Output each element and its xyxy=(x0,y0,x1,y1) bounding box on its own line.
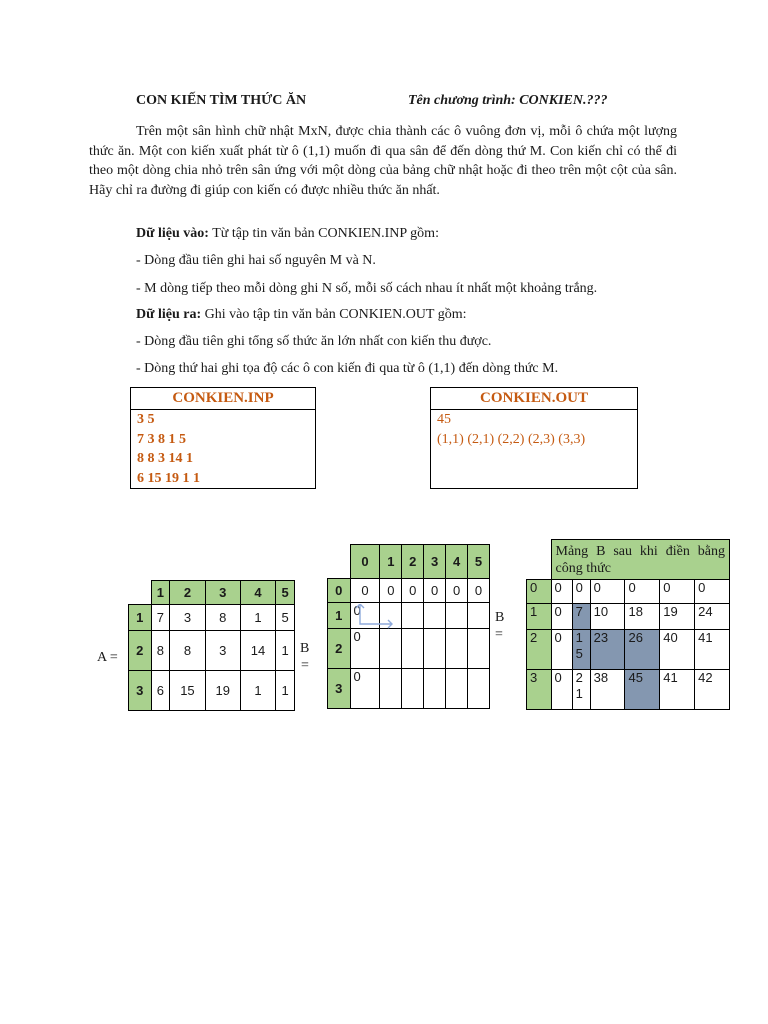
matrix-a-col-header: 5 xyxy=(276,581,295,605)
matrix-b-final-label: B xyxy=(495,610,505,625)
matrix-b-init-col-header: 2 xyxy=(402,545,424,579)
matrix-b-final-cell: 41 xyxy=(660,670,695,710)
matrix-a-cell: 3 xyxy=(170,605,205,631)
matrix-a-cell: 1 xyxy=(240,605,275,631)
matrix-b-init-col-header: 4 xyxy=(446,545,468,579)
matrix-a-cell: 15 xyxy=(170,671,205,711)
matrix-b-final-row-header: 1 xyxy=(527,604,552,630)
matrix-b-init-col-header: 5 xyxy=(468,545,490,579)
matrix-a-col-header: 4 xyxy=(240,581,275,605)
matrix-b-init-cell: 0 xyxy=(350,669,380,709)
input-spec-line-2: - M dòng tiếp theo mỗi dòng ghi N số, mỗi số cách nhau ít nhất một khoảng trắng. xyxy=(136,281,598,296)
matrix-b-final-cell: 0 xyxy=(551,580,572,604)
matrix-b-init-empty-cell xyxy=(402,629,424,669)
matrix-b-final-path-cell: 45 xyxy=(625,670,660,710)
matrix-b-final-row-header: 2 xyxy=(527,630,552,670)
output-spec-heading xyxy=(136,307,467,323)
matrix-b-init-row-header: 2 xyxy=(328,629,351,669)
page-title: CON KIẾN TÌM THỨC ĂN xyxy=(136,93,307,108)
matrix-b-init-cell: 0 xyxy=(380,579,402,603)
output-spec-label: Dữ liệu ra: xyxy=(136,307,202,322)
matrix-b-final-cell: 0 xyxy=(572,580,590,604)
out-line-empty xyxy=(431,449,638,489)
matrix-b-final-caption: Mảng B sau khi điền bằng công thức xyxy=(551,540,730,580)
matrix-b-final-cell: 0 xyxy=(660,580,695,604)
matrix-b-init-row-header: 0 xyxy=(328,579,351,603)
matrix-b-final-cell: 0 xyxy=(551,604,572,630)
matrix-b-init-empty-cell xyxy=(424,629,446,669)
out-line: (1,1) (2,1) (2,2) (2,3) (3,3) xyxy=(437,431,586,447)
matrix-b-init-cell: 0 xyxy=(468,579,490,603)
matrix-a-label: A = xyxy=(97,650,118,665)
matrix-b-final-cell: 0 xyxy=(590,580,625,604)
matrix-b-final-row-header: 3 xyxy=(527,670,552,710)
matrix-b-final-cell: 24 xyxy=(695,604,730,630)
inp-example-box xyxy=(130,387,316,489)
matrix-b-init-empty-cell xyxy=(380,629,402,669)
matrix-a-col-header: 1 xyxy=(151,581,170,605)
matrix-b-init-row-header: 1 xyxy=(328,603,351,629)
inp-line: 7 3 8 1 5 xyxy=(137,431,186,447)
matrix-a-cell: 1 xyxy=(240,671,275,711)
matrix-b-final-path-cell: 15 xyxy=(572,630,590,670)
matrix-b-init-col-header: 1 xyxy=(380,545,402,579)
matrix-a-cell: 1 xyxy=(276,631,295,671)
output-spec-line-1: - Dòng đầu tiên ghi tổng số thức ăn lớn nhất con kiến thu được. xyxy=(136,334,492,349)
matrix-a-cell: 19 xyxy=(205,671,240,711)
matrix-b-final-cell: 40 xyxy=(660,630,695,670)
matrix-a-col-header: 3 xyxy=(205,581,240,605)
matrix-b-final-cell: 19 xyxy=(660,604,695,630)
inp-line: 3 5 xyxy=(137,412,155,427)
matrix-b-init-corner xyxy=(328,545,351,579)
matrix-b-final xyxy=(526,539,730,710)
matrix-b-init-cell: 0 xyxy=(350,579,380,603)
matrix-a-cell: 1 xyxy=(276,671,295,711)
matrix-b-init-row-header: 3 xyxy=(328,669,351,709)
matrix-b-init-empty-cell xyxy=(468,669,490,709)
matrix-b-final-corner xyxy=(527,540,552,580)
matrix-a-cell: 5 xyxy=(276,605,295,631)
output-spec-text: Ghi vào tập tin văn bản CONKIEN.OUT gồm: xyxy=(201,307,467,322)
matrix-a-cell: 14 xyxy=(240,631,275,671)
input-spec-heading xyxy=(136,226,439,242)
matrix-b-init-cell: 0 xyxy=(402,579,424,603)
matrix-b-final-path-cell: 7 xyxy=(572,604,590,630)
matrix-b-final-cell: 0 xyxy=(551,630,572,670)
matrix-a-row-header: 2 xyxy=(129,631,152,671)
matrix-b-init-empty-cell xyxy=(446,603,468,629)
output-spec-line-2: - Dòng thứ hai ghi tọa độ các ô con kiến đi qua từ ô (1,1) đến dòng thức M. xyxy=(136,361,559,376)
matrix-b-final-cell: 18 xyxy=(625,604,660,630)
matrix-a-cell: 8 xyxy=(170,631,205,671)
program-name: Tên chương trình: CONKIEN.??? xyxy=(408,93,608,108)
matrix-b-init-empty-cell xyxy=(402,669,424,709)
matrix-b-init-empty-cell xyxy=(424,669,446,709)
matrix-a-cell: 8 xyxy=(205,605,240,631)
matrix-b-init-cell: 0 xyxy=(350,629,380,669)
matrix-b-init-empty-cell xyxy=(380,669,402,709)
out-line: 45 xyxy=(437,412,451,427)
matrix-b-final-equals: = xyxy=(495,627,503,642)
input-spec-line-1: - Dòng đầu tiên ghi hai số nguyên M và N. xyxy=(136,253,376,268)
matrix-b-init-empty-cell xyxy=(468,629,490,669)
matrix-b-init-cell: 0 xyxy=(424,579,446,603)
matrix-b-final-cell: 41 xyxy=(695,630,730,670)
matrix-b-init-col-header: 0 xyxy=(350,545,380,579)
matrix-b-init-empty-cell xyxy=(424,603,446,629)
matrix-b-final-cell: 21 xyxy=(572,670,590,710)
matrix-b-init-label: B xyxy=(300,641,310,656)
matrix-a-row-header: 1 xyxy=(129,605,152,631)
matrix-a-corner xyxy=(129,581,152,605)
matrix-b-final-row-header: 0 xyxy=(527,580,552,604)
matrix-b-init-empty-cell xyxy=(468,603,490,629)
matrix-a-col-header: 2 xyxy=(170,581,205,605)
dependency-arrow-icon xyxy=(352,604,398,630)
matrix-b-init-empty-cell xyxy=(446,629,468,669)
matrix-b-final-cell: 0 xyxy=(695,580,730,604)
matrix-b-final-cell: 38 xyxy=(590,670,625,710)
matrix-b-init-cell: 0 xyxy=(350,603,380,629)
matrix-a-cell: 6 xyxy=(151,671,170,711)
problem-description: Trên một sân hình chữ nhật MxN, được chia thành các ô vuông đơn vị, mỗi ô chứa một lượng thức ăn. Một con kiến xuất phát từ ô (1,1) muốn đi qua sân để đến dòng thứ M. Con kiến chỉ có thể đi theo một dòng chia nhỏ trên sân ứng với một dòng của bảng chữ nhật hoặc đi theo trên một cột của sân. Hãy chỉ ra đường đi giúp con kiến có được nhiều thức ăn nhất. xyxy=(89,124,677,198)
matrix-a-cell: 7 xyxy=(151,605,170,631)
input-spec-text: Từ tập tin văn bản CONKIEN.INP gồm: xyxy=(208,226,439,241)
matrix-b-init-empty-cell xyxy=(402,603,424,629)
out-example-header: CONKIEN.OUT xyxy=(431,388,638,410)
matrix-a-cell: 3 xyxy=(205,631,240,671)
matrix-b-final-cell: 10 xyxy=(590,604,625,630)
input-spec-label: Dữ liệu vào: xyxy=(136,226,209,241)
matrix-b-init-cell: 0 xyxy=(446,579,468,603)
matrix-b-init-empty-cell xyxy=(446,669,468,709)
matrix-b-final-cell: 42 xyxy=(695,670,730,710)
matrix-b-final-cell: 0 xyxy=(625,580,660,604)
matrix-a-cell: 8 xyxy=(151,631,170,671)
inp-example-header: CONKIEN.INP xyxy=(131,388,316,410)
inp-line: 6 15 19 1 1 xyxy=(137,470,200,486)
matrix-b-init-col-header: 3 xyxy=(424,545,446,579)
matrix-a-row-header: 3 xyxy=(129,671,152,711)
matrix-b-final-path-cell: 26 xyxy=(625,630,660,670)
matrix-a xyxy=(128,580,295,711)
matrix-b-init-equals: = xyxy=(301,658,309,673)
matrix-b-final-path-cell: 23 xyxy=(590,630,625,670)
matrix-b-final-cell: 0 xyxy=(551,670,572,710)
inp-line: 8 8 3 14 1 xyxy=(137,451,193,466)
out-example-box xyxy=(430,387,638,489)
